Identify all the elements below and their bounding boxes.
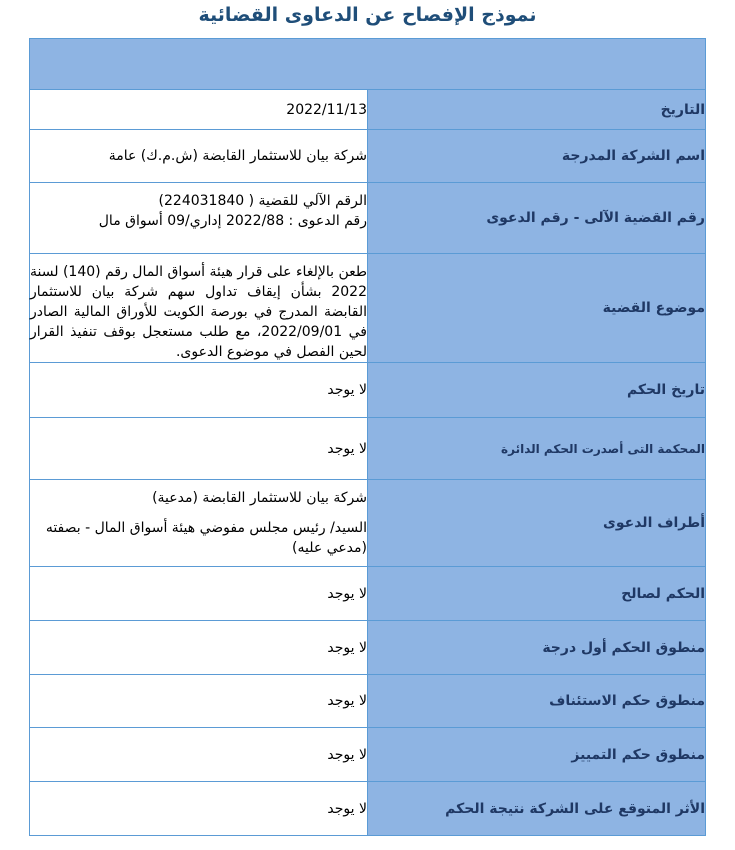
- court-value: لا يوجد: [30, 418, 368, 480]
- parties-label: أطراف الدعوى: [368, 480, 706, 567]
- disclosure-table: [29, 38, 706, 836]
- date-value: 2022/11/13: [30, 90, 368, 130]
- table-row: [30, 254, 706, 363]
- header-band: [30, 39, 706, 90]
- case-auto-number: الرقم الآلي للقضية ( 224031840): [158, 193, 367, 209]
- table-row: [30, 675, 706, 728]
- subject-label: موضوع القضية: [368, 254, 706, 363]
- judgment-date-value: لا يوجد: [30, 363, 368, 418]
- table-row: [30, 728, 706, 782]
- table-row: [30, 567, 706, 621]
- court-label: المحكمة التى أصدرت الحكم الدائرة: [368, 418, 706, 480]
- case-number-label: رقم القضية الآلى - رقم الدعوى: [368, 183, 706, 254]
- table-row: [30, 183, 706, 254]
- company-value: شركة بيان للاستثمار القابضة (ش.م.ك) عامة: [30, 130, 368, 183]
- impact-value: لا يوجد: [30, 782, 368, 836]
- judgment-date-label: تاريخ الحكم: [368, 363, 706, 418]
- form-title: نموذج الإفصاح عن الدعاوى القضائية: [198, 4, 537, 26]
- cassation-label: منطوق حكم التمييز: [368, 728, 706, 782]
- table-row: [30, 90, 706, 130]
- first-instance-label: منطوق الحكم أول درجة: [368, 621, 706, 675]
- table-row: [30, 782, 706, 836]
- ruling-for-value: لا يوجد: [30, 567, 368, 621]
- parties-value: [30, 480, 368, 567]
- defendant-party: السيد/ رئيس مجلس مفوضي هيئة أسواق المال - بصفته (مدعي عليه): [45, 520, 367, 556]
- table-row: [30, 363, 706, 418]
- table-row: [30, 418, 706, 480]
- first-instance-value: لا يوجد: [30, 621, 368, 675]
- ruling-for-label: الحكم لصالح: [368, 567, 706, 621]
- cassation-value: لا يوجد: [30, 728, 368, 782]
- appeal-label: منطوق حكم الاستئناف: [368, 675, 706, 728]
- table-row: [30, 480, 706, 567]
- date-label: التاريخ: [368, 90, 706, 130]
- company-label: اسم الشركة المدرجة: [368, 130, 706, 183]
- appeal-value: لا يوجد: [30, 675, 368, 728]
- case-lawsuit-number: رقم الدعوى : 2022/88 إداري/09 أسواق مال: [98, 213, 367, 229]
- header-band-row: [30, 39, 706, 90]
- case-number-value: [30, 183, 368, 254]
- impact-label: الأثر المتوقع على الشركة نتيجة الحكم: [368, 782, 706, 836]
- table-row: [30, 130, 706, 183]
- plaintiff-party: شركة بيان للاستثمار القابضة (مدعية): [152, 490, 367, 506]
- subject-value: طعن بالإلغاء على قرار هيئة أسواق المال رقم (140) لسنة 2022 بشأن إيقاف تداول سهم شركة بيان للاستثمار القابضة المدرج في بورصة الكويت للأوراق المالية الصادر في 2022/09/01، مع طلب مستعجل بوقف تنفيذ القرار لحين الفصل في موضوع الدعوى.: [30, 254, 368, 363]
- table-row: [30, 621, 706, 675]
